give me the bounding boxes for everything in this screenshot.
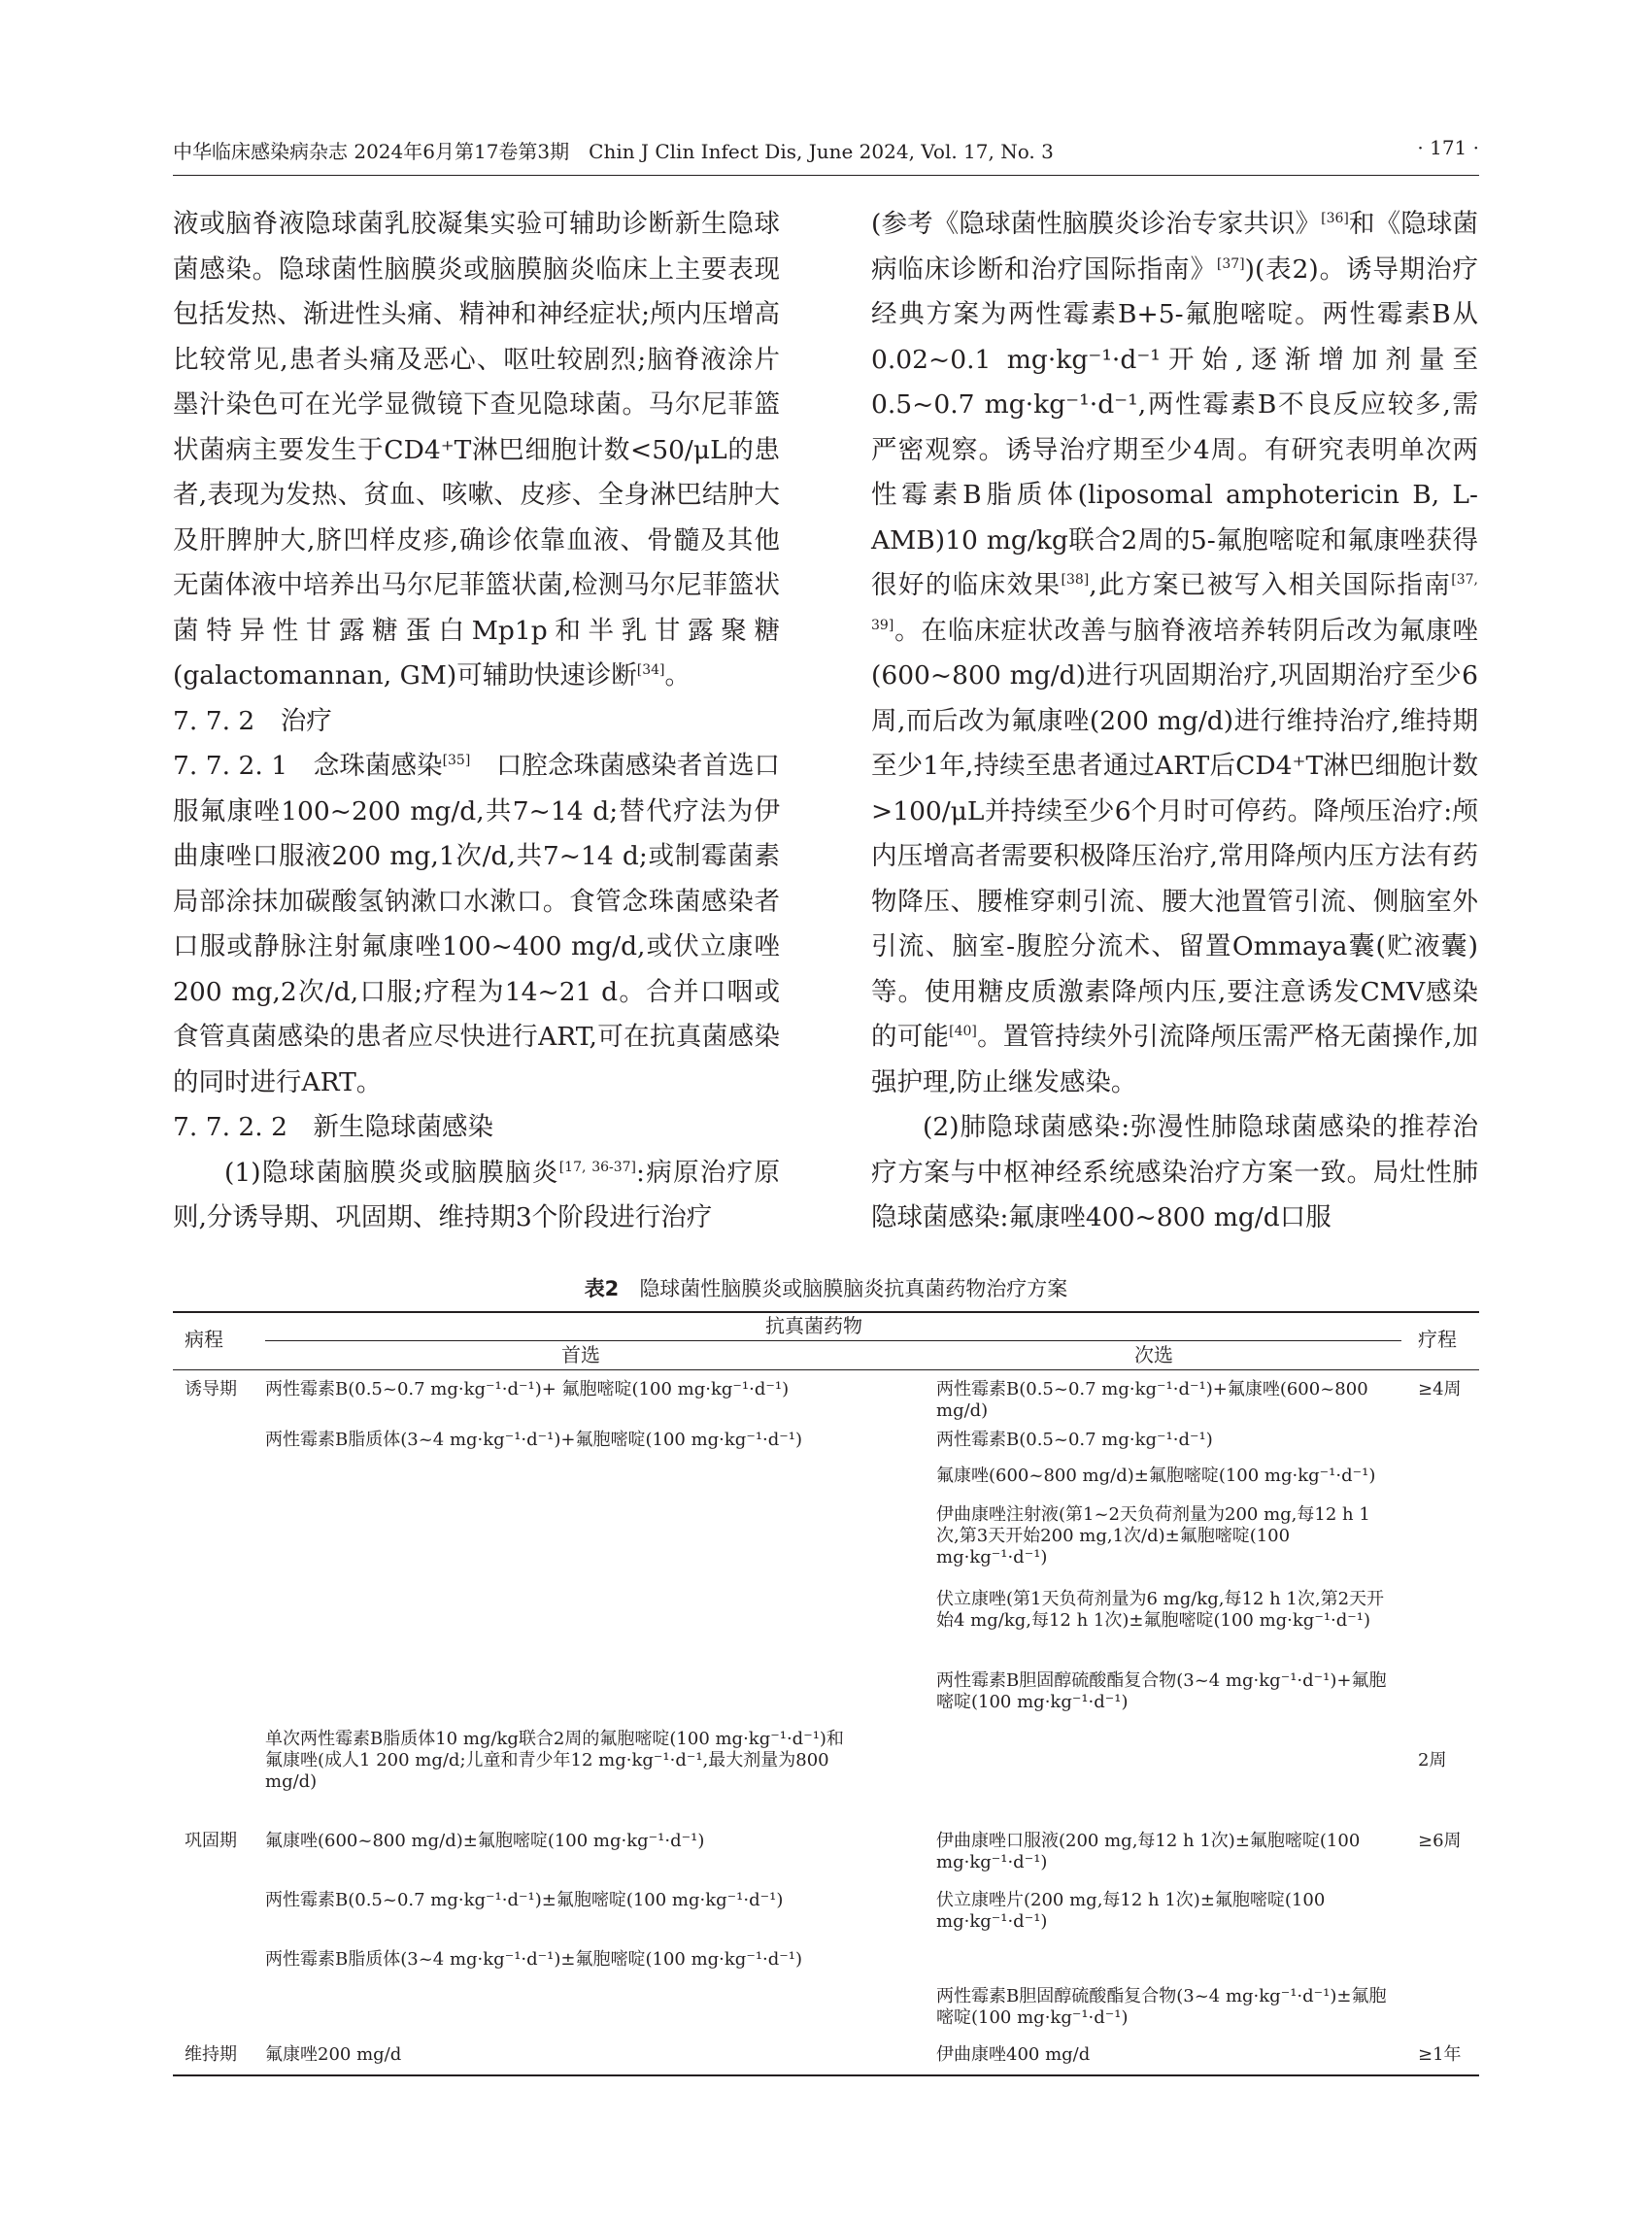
paragraph-text: :病原治疗原则,分诱导期、巩固期、维持期3个阶段进行治疗	[173, 1157, 780, 1232]
table-caption	[173, 1273, 1479, 1302]
cell-second: 伊曲康唑400 mg/d	[936, 2044, 1091, 2065]
cell-first: 氟康唑(600~800 mg/d)±氟胞嘧啶(100 mg·kg⁻¹·d⁻¹)	[265, 1831, 705, 1851]
paragraph-text: 口腔念珠菌感染者首选口服氟康唑100~200 mg/d,共7~14 d;替代疗法为伊曲康唑口服液200 mg,1次/d,共7~14 d;或制霉菌素局部涂抹加碳酸氢钠漱口水漱口。食管念珠菌感染者口服或静脉注射氟康唑100~400 mg/d,或伏立康唑200 mg,2次/d,口服;疗程为14~21 d。合并口咽或食管真菌感染的患者应尽快进行ART,可在抗真菌感染的同时进行ART。	[173, 751, 781, 1097]
cell-second: 氟康唑(600~800 mg/d)±氟胞嘧啶(100 mg·kg⁻¹·d⁻¹)	[936, 1466, 1376, 1486]
cell-first: 两性霉素B脂质体(3~4 mg·kg⁻¹·d⁻¹)±氟胞嘧啶(100 mg·kg⁻¹·d⁻¹)	[265, 1949, 803, 1970]
subsection-heading: 7. 7. 2. 1 念珠菌感染	[173, 751, 443, 781]
journal-citation: 中华临床感染病杂志 2024年6月第17卷第3期 Chin J Clin Infect Dis, June 2024, Vol. 17, No. 3	[173, 140, 1054, 163]
cell-second: 两性霉素B(0.5~0.7 mg·kg⁻¹·d⁻¹)	[936, 1430, 1213, 1450]
cell-first: 两性霉素B(0.5~0.7 mg·kg⁻¹·d⁻¹)+ 氟胞嘧啶(100 mg·kg⁻¹·d⁻¹)	[265, 1379, 790, 1399]
table-top-rule	[173, 1311, 1479, 1313]
citation-ref: [34]	[636, 662, 665, 679]
cell-second: 伏立康唑(第1天负荷剂量为6 mg/kg,每12 h 1次,第2天开始4 mg/kg,每12 h 1次)±氟胞嘧啶(100 mg·kg⁻¹·d⁻¹)	[936, 1589, 1385, 1631]
cell-course: 2周	[1418, 1750, 1447, 1770]
header-bottom-rule	[173, 1369, 1479, 1370]
paragraph	[173, 744, 780, 1105]
header-sub-rule	[265, 1340, 1401, 1341]
section-heading: 7. 7. 2 治疗	[173, 705, 332, 736]
cell-second: 伊曲康唑注射液(第1~2天负荷剂量为200 mg,每12 h 1次,第3天开始200 mg,1次/d)±氟胞嘧啶(100 mg·kg⁻¹·d⁻¹)	[936, 1504, 1370, 1568]
table-title: 隐球菌性脑膜炎或脑膜脑炎抗真菌药物治疗方案	[639, 1277, 1068, 1300]
left-column	[173, 202, 780, 1241]
cell-second: 两性霉素B胆固醇硫酸酯复合物(3~4 mg·kg⁻¹·d⁻¹)±氟胞嘧啶(100 mg·kg⁻¹·d⁻¹)	[936, 1986, 1387, 2028]
header-course: 疗程	[1418, 1328, 1457, 1351]
table-label: 表2	[584, 1277, 620, 1300]
cell-course: ≥6周	[1418, 1831, 1462, 1851]
citation-ref: [17, 36-37]	[558, 1159, 637, 1175]
cell-first: 单次两性霉素B脂质体10 mg/kg联合2周的氟胞嘧啶(100 mg·kg⁻¹·d⁻¹)和氟康唑(成人1 200 mg/d;儿童和青少年12 mg·kg⁻¹·d⁻¹,最大剂量为800 mg/d)	[265, 1729, 844, 1792]
citation-ref: [40]	[949, 1024, 977, 1040]
subsection-heading: 7. 7. 2. 2 新生隐球菌感染	[173, 1112, 493, 1142]
header-second: 次选	[1134, 1343, 1173, 1366]
paragraph-text: 。置管持续外引流降颅压需严格无菌操作,加强护理,防止继发感染。	[871, 1022, 1478, 1097]
right-column	[871, 202, 1478, 1241]
cell-second: 伏立康唑片(200 mg,每12 h 1次)±氟胞嘧啶(100 mg·kg⁻¹·d⁻¹)	[936, 1890, 1326, 1932]
cell-second: 两性霉素B(0.5~0.7 mg·kg⁻¹·d⁻¹)+氟康唑(600~800 mg/d)	[936, 1379, 1368, 1421]
cell-phase: 巩固期	[185, 1831, 237, 1851]
cell-first: 氟康唑200 mg/d	[265, 2044, 402, 2065]
table-bottom-rule	[173, 2074, 1479, 2076]
cell-phase: 诱导期	[185, 1379, 237, 1399]
citation-ref: [37]	[1216, 255, 1245, 272]
cell-phase: 维持期	[185, 2044, 237, 2065]
cell-second: 两性霉素B胆固醇硫酸酯复合物(3~4 mg·kg⁻¹·d⁻¹)+氟胞嘧啶(100 mg·kg⁻¹·d⁻¹)	[936, 1670, 1387, 1712]
citation-ref: [36]	[1321, 211, 1349, 227]
citation-ref: [38]	[1061, 572, 1090, 589]
paragraph	[173, 202, 780, 699]
running-header	[173, 136, 1479, 176]
page-number: · 171 ·	[1417, 136, 1479, 159]
paragraph-text: 。	[664, 660, 691, 691]
header-phase: 病程	[185, 1328, 223, 1351]
cell-second: 伊曲康唑口服液(200 mg,每12 h 1次)±氟胞嘧啶(100 mg·kg⁻¹·d⁻¹)	[936, 1831, 1361, 1872]
header-first: 首选	[561, 1343, 600, 1366]
cell-course: ≥1年	[1418, 2044, 1462, 2065]
paragraph-text: )(表2)。诱导期治疗经典方案为两性霉素B+5-氟胞嘧啶。两性霉素B从0.02~0.1 mg·kg⁻¹·d⁻¹开始,逐渐增加剂量至0.5~0.7 mg·kg⁻¹·d⁻¹,两性霉素B不良反应较多,需严密观察。诱导治疗期至少4周。有研究表明单次两性霉素B脂质体(liposomal amphotericin B, L-AMB)10 mg/kg联合2周的5-氟胞嘧啶和氟康唑获得很好的临床效果	[871, 253, 1478, 600]
paragraph: (2)肺隐球菌感染:弥漫性肺隐球菌感染的推荐治疗方案与中枢神经系统感染治疗方案一致。局灶性肺隐球菌感染:氟康唑400~800 mg/d口服	[871, 1112, 1478, 1232]
paragraph	[871, 202, 1478, 1105]
paragraph-text: (参考《隐球菌性脑膜炎诊治专家共识》	[871, 209, 1322, 239]
paragraph-text: 和《隐球菌病临床诊断和治疗国际指南》	[871, 209, 1479, 285]
citation-ref: [37, 39]	[871, 572, 1478, 633]
treatment-table	[173, 1311, 1479, 2078]
paragraph-text: ,此方案已被写入相关国际指南	[1089, 570, 1452, 600]
cell-first: 两性霉素B(0.5~0.7 mg·kg⁻¹·d⁻¹)±氟胞嘧啶(100 mg·kg⁻¹·d⁻¹)	[265, 1890, 784, 1910]
header-drugs: 抗真菌药物	[765, 1314, 862, 1337]
paragraph-text: 液或脑脊液隐球菌乳胶凝集实验可辅助诊断新生隐球菌感染。隐球菌性脑膜炎或脑膜脑炎临床上主要表现包括发热、渐进性头痛、精神和神经症状;颅内压增高比较常见,患者头痛及恶心、呕吐较剧烈;脑脊液涂片墨汁染色可在光学显微镜下查见隐球菌。马尔尼菲篮状菌病主要发生于CD4⁺T淋巴细胞计数<50/μL的患者,表现为发热、贫血、咳嗽、皮疹、全身淋巴结肿大及肝脾肿大,脐凹样皮疹,确诊依靠血液、骨髓及其他无菌体液中培养出马尔尼菲篮状菌,检测马尔尼菲篮状菌特异性甘露糖蛋白Mp1p和半乳甘露聚糖(galactomannan, GM)可辅助快速诊断	[173, 209, 780, 691]
paragraph	[173, 1151, 780, 1241]
cell-course: ≥4周	[1418, 1379, 1462, 1399]
paragraph-text: 。在临床症状改善与脑脊液培养转阴后改为氟康唑(600~800 mg/d)进行巩固期治疗,巩固期治疗至少6周,而后改为氟康唑(200 mg/d)进行维持治疗,维持期至少1年,持续至患者通过ART后CD4⁺T淋巴细胞计数>100/μL并持续至少6个月时可停药。降颅压治疗:颅内压增高者需要积极降压治疗,常用降颅内压方法有药物降压、腰椎穿刺引流、腰大池置管引流、侧脑室外引流、脑室-腹腔分流术、留置Ommaya囊(贮液囊)等。使用糖皮质激素降颅内压,要注意诱发CMV感染的可能	[871, 615, 1478, 1052]
cell-first: 两性霉素B脂质体(3~4 mg·kg⁻¹·d⁻¹)+氟胞嘧啶(100 mg·kg⁻¹·d⁻¹)	[265, 1430, 803, 1450]
citation-ref: [35]	[442, 753, 471, 769]
paragraph-text: (1)隐球菌脑膜炎或脑膜脑炎	[224, 1157, 559, 1188]
